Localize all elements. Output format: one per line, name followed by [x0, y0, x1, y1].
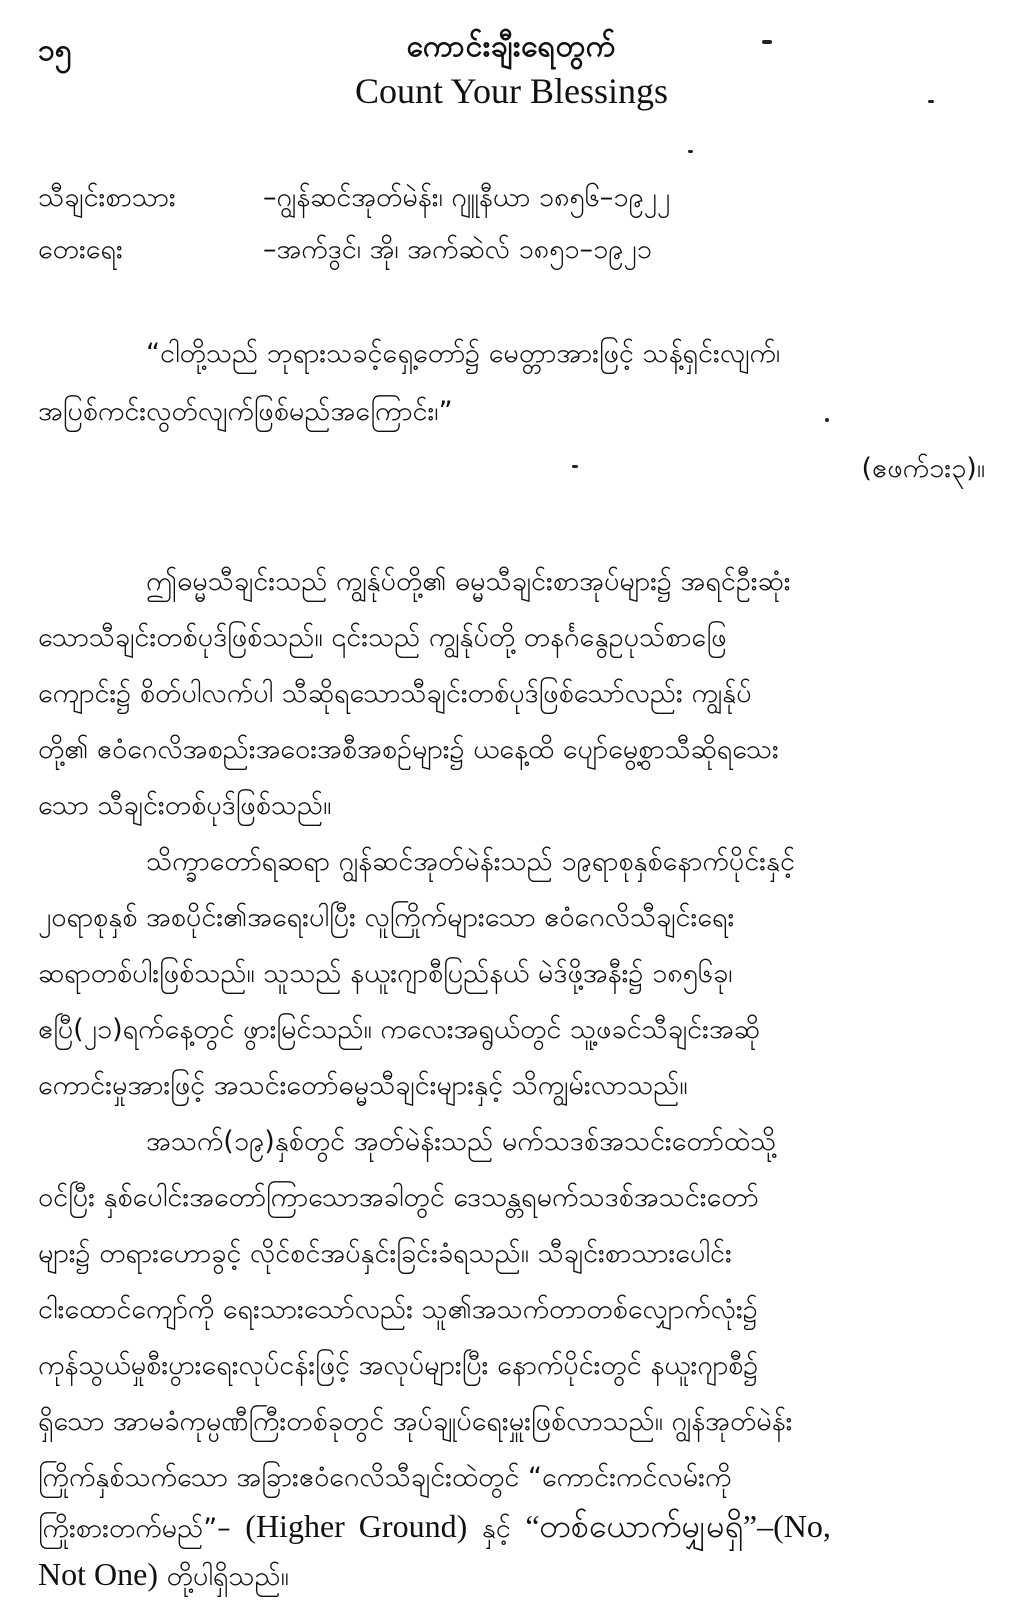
paragraph-line: ရှိသော အာမခံကုမ္ပဏီကြီးတစ်ခုတွင် အုပ်ချုပ်ရေးမှူးဖြစ်လာသည်။ ဂျွန်အုတ်မဲန်း [38, 1406, 793, 1437]
hymn-title-burmese: ကောင်းချီးရေတွက် [406, 29, 617, 64]
text-segment: ကြိုးစားတက်မည်”– [38, 1513, 231, 1544]
paragraph-line: တို့၏ ဧဝံဂေလိအစည်းအဝေးအစီအစဉ်များ၌ ယနေ့ထိ ပျော်မွေ့စွာသီဆိုရသေး [38, 734, 779, 765]
paragraph-line-final [38, 1548, 985, 1603]
paragraph-line: ငါးထောင်ကျော်ကို ရေးသားသော်လည်း သူ၏အသက်တာတစ်လျှောက်လုံး၌ [38, 1294, 758, 1325]
paragraph-line: ဧပြီ(၂၁)ရက်နေ့တွင် ဖွားမြင်သည်။ ကလေးအရွယ်တွင် သူ့ဖခင်သီချင်းအဆို [38, 1014, 760, 1045]
lyrics-author: –ဂျွန်ဆင်အုတ်မဲန်း၊ ဂျူနီယာ ၁၈၅၆–၁၉၂၂ [263, 182, 671, 213]
page-number: ၁၅ [38, 33, 72, 68]
paragraph-line: ကြိုက်နှစ်သက်သော အခြားဧဝံဂေလိသီချင်းထဲတွင် “ကောင်းကင်လမ်းကို [38, 1462, 732, 1493]
text-segment: “တစ်ယောက်မျှမရှိ”–(No, [525, 1508, 831, 1544]
hymn-title-english: Count Your Blessings [354, 71, 669, 111]
scan-speck [928, 100, 934, 103]
music-credit [38, 232, 652, 272]
music-composer: –အက်ဒွင်၊ အို၊ အက်ဆဲလ် ၁၈၅၁–၁၉၂၁ [263, 234, 652, 265]
epigraph-line: “ငါတို့သည် ဘုရားသခင့်ရှေ့တော်၌ မေတ္တာအားဖြင့် သန့်ရှင်းလျက်၊ [146, 338, 781, 369]
paragraph-line: ကုန်သွယ်မှုစီးပွားရေးလုပ်ငန်းဖြင့် အလုပ်များပြီး နောက်ပိုင်းတွင် နယူးဂျာစီ၌ [38, 1350, 759, 1381]
english-song-title: (Higher Ground) [245, 1508, 468, 1544]
english-song-title: Not One) [38, 1556, 158, 1592]
scripture-reference: (ဧဖက်၁း၃)။ [861, 453, 985, 484]
paragraph-line: ၂၀ရာစုနှစ် အစပိုင်း၏အရေးပါပြီး လူကြိုက်များသော ဧဝံဂေလိသီချင်းရေး [38, 902, 735, 933]
paragraph-line: အသက်(၁၉)နှစ်တွင် အုတ်မဲန်းသည် မက်သဒစ်အသင်းတော်ထဲသို့ [146, 1126, 777, 1157]
paragraph-line: ကောင်းမှုအားဖြင့် အသင်းတော်ဓမ္မသီချင်းများနှင့် သိကျွမ်းလာသည်။ [38, 1070, 688, 1101]
scan-speck [825, 418, 829, 422]
paragraph-line: သော သီချင်းတစ်ပုဒ်ဖြစ်သည်။ [38, 790, 332, 821]
paragraph-line: များ၌ တရားဟောခွင့် လိုင်စင်အပ်နှင်းခြင်းခံရသည်။ သီချင်းစာသားပေါင်း [38, 1238, 732, 1269]
paragraph-line [38, 1500, 985, 1555]
paragraph-line: သိက္ခာတော်ရဆရာ ဂျွန်ဆင်အုတ်မဲန်းသည် ၁၉ရာစုနှစ်နောက်ပိုင်းနှင့် [146, 846, 795, 877]
paragraph-line: ဝင်ပြီး နှစ်ပေါင်းအတော်ကြာသောအခါတွင် ဒေသန္တရမက်သဒစ်အသင်းတော် [38, 1182, 759, 1213]
lyrics-label: သီချင်းစာသား [38, 182, 176, 213]
scan-speck [688, 150, 693, 153]
text-segment: တို့ပါရှိသည်။ [166, 1561, 289, 1592]
scan-speck [762, 40, 772, 44]
paragraph-line: သောသီချင်းတစ်ပုဒ်ဖြစ်သည်။ ၎င်းသည် ကျွန်ုပ်တို့ တနင်္ဂနွေဥပုသ်စာဖြေ [38, 622, 727, 653]
paragraph-line: ဤဓမ္မသီချင်းသည် ကျွန်ုပ်တို့၏ ဓမ္မသီချင်းစာအုပ်များ၌ အရင်ဦးဆုံး [146, 566, 791, 597]
text-segment: နှင့် [481, 1513, 511, 1544]
paragraph-line: ကျောင်း၌ စိတ်ပါလက်ပါ သီဆိုရသောသီချင်းတစ်ပုဒ်ဖြစ်သော်လည်း ကျွန်ုပ် [38, 678, 752, 709]
lyrics-credit [38, 180, 670, 220]
epigraph-line: အပြစ်ကင်းလွတ်လျက်ဖြစ်မည်အကြောင်း၊” [38, 396, 453, 427]
scan-speck [572, 465, 578, 468]
paragraph-line: ဆရာတစ်ပါးဖြစ်သည်။ သူသည် နယူးဂျာစီပြည်နယ် မဲဒ်ဖို့အနီး၌ ၁၈၅၆ခု၊ [38, 958, 733, 989]
music-label: တေးရေး [38, 234, 123, 265]
